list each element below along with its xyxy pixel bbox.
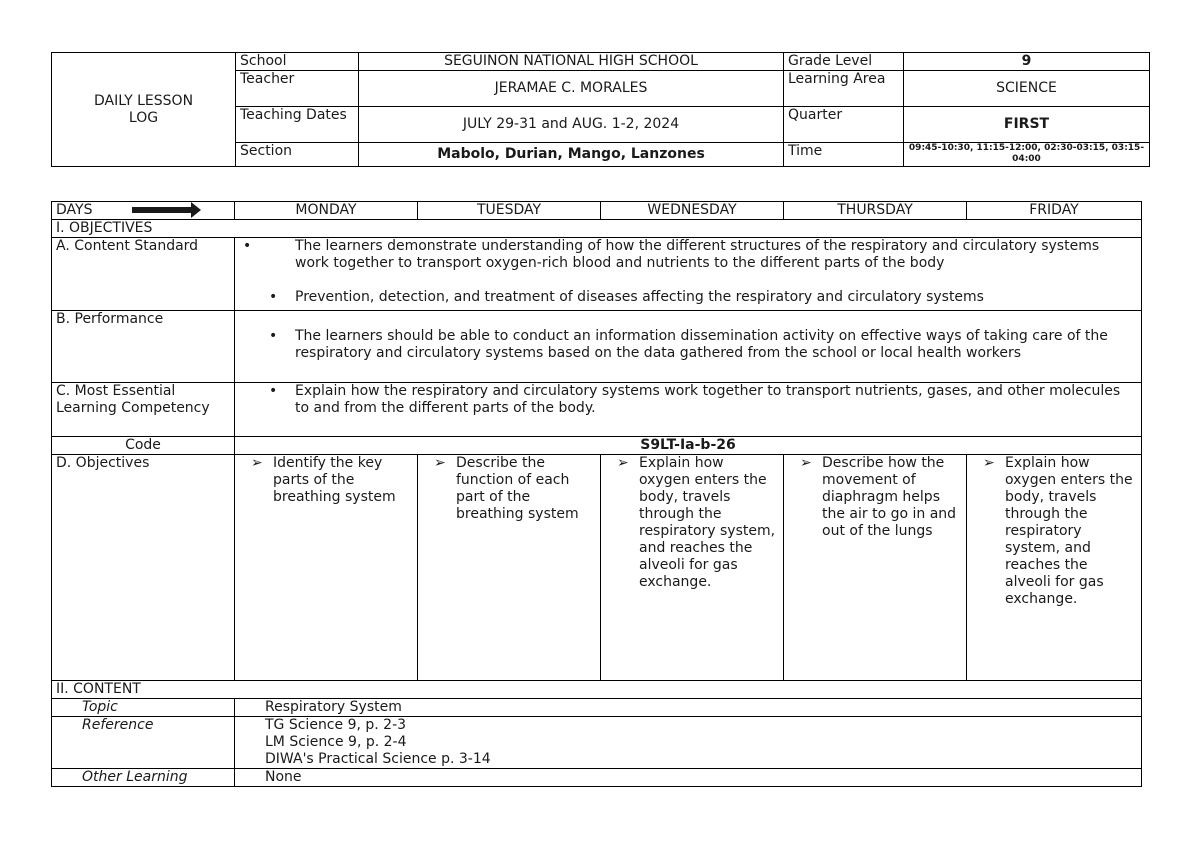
content-standard-cell: [235, 238, 1142, 311]
objective-text: Explain how oxygen enters the body, travels through the respiratory system, and reaches the alveoli for gas exchange.: [1005, 455, 1133, 607]
objective-text: Explain how oxygen enters the body, travels through the respiratory system, and reaches the alveoli for gas exchange.: [639, 455, 776, 590]
reference-item: DIWA's Practical Science p. 3-14: [265, 751, 491, 767]
grade-value: 9: [904, 53, 1150, 71]
content-standard-item: • The learners demonstrate understanding of how the different structures of the respiratory and circulatory systems work together to transport oxygen-rich blood and nutrients to the different parts of the body: [269, 238, 1137, 272]
log-title: DAILY LESSON LOG: [52, 53, 236, 167]
topic-value: Respiratory System: [235, 699, 1142, 717]
code-label: Code: [52, 437, 235, 455]
days-label: DAYS: [56, 202, 93, 218]
time-value: 09:45-10:30, 11:15-12:00, 02:30-03:15, 03:15-04:00: [904, 143, 1150, 167]
arrowhead-bullet-icon: ➢: [800, 455, 812, 471]
topic-label: Topic: [52, 699, 235, 717]
objective-wednesday: [601, 455, 784, 681]
grade-label: Grade Level: [784, 53, 904, 71]
time-label: Time: [784, 143, 904, 167]
arrow-right-icon: [132, 207, 192, 213]
day-wednesday: WEDNESDAY: [601, 202, 784, 220]
teacher-value: JERAMAE C. MORALES: [359, 71, 784, 107]
lesson-table: [51, 201, 1142, 787]
content-standard-label: A. Content Standard: [52, 238, 235, 311]
melc-label: C. Most Essential Learning Competency: [52, 383, 235, 437]
melc-item: • Explain how the respiratory and circulatory systems work together to transport nutrients, gases, and other molecules to and from the different parts of the body.: [295, 383, 1137, 417]
quarter-value: FIRST: [904, 107, 1150, 143]
header-table: [51, 52, 1150, 167]
objective-friday: [967, 455, 1142, 681]
daily-objectives-label: D. Objectives: [52, 455, 235, 681]
reference-cell: [235, 717, 1142, 769]
day-thursday: THURSDAY: [784, 202, 967, 220]
days-label-cell: [52, 202, 235, 220]
section-label: Section: [236, 143, 359, 167]
other-learning-value: None: [235, 769, 1142, 787]
dates-label: Teaching Dates: [236, 107, 359, 143]
performance-label: B. Performance: [52, 311, 235, 383]
content-standard-item: • Prevention, detection, and treatment of diseases affecting the respiratory and circulatory systems: [295, 289, 1137, 306]
code-value: S9LT-Ia-b-26: [235, 437, 1142, 455]
arrowhead-bullet-icon: ➢: [617, 455, 629, 471]
objectives-heading: I. OBJECTIVES: [52, 220, 1142, 238]
reference-item: TG Science 9, p. 2-3: [265, 717, 407, 733]
reference-label: Reference: [52, 717, 235, 769]
performance-item: • The learners should be able to conduct an information dissemination activity on effective ways of taking care of the respiratory and circulatory systems based on the data gathered from the school or local health workers: [295, 328, 1137, 362]
section-value: Mabolo, Durian, Mango, Lanzones: [359, 143, 784, 167]
arrowhead-bullet-icon: ➢: [983, 455, 995, 471]
quarter-label: Quarter: [784, 107, 904, 143]
objective-text: Identify the key parts of the breathing system: [273, 455, 396, 505]
objective-text: Describe how the movement of diaphragm helps the air to go in and out of the lungs: [822, 455, 957, 539]
area-label: Learning Area: [784, 71, 904, 107]
area-value: SCIENCE: [904, 71, 1150, 107]
content-heading: II. CONTENT: [52, 681, 1142, 699]
performance-cell: [235, 311, 1142, 383]
objective-thursday: [784, 455, 967, 681]
other-learning-label: Other Learning: [52, 769, 235, 787]
school-label: School: [236, 53, 359, 71]
day-monday: MONDAY: [235, 202, 418, 220]
melc-cell: [235, 383, 1142, 437]
dates-value: JULY 29-31 and AUG. 1-2, 2024: [359, 107, 784, 143]
objective-tuesday: [418, 455, 601, 681]
arrowhead-bullet-icon: ➢: [251, 455, 263, 471]
objective-monday: [235, 455, 418, 681]
day-friday: FRIDAY: [967, 202, 1142, 220]
arrowhead-bullet-icon: ➢: [434, 455, 446, 471]
day-tuesday: TUESDAY: [418, 202, 601, 220]
teacher-label: Teacher: [236, 71, 359, 107]
objective-text: Describe the function of each part of the breathing system: [456, 455, 579, 522]
school-value: SEGUINON NATIONAL HIGH SCHOOL: [359, 53, 784, 71]
reference-item: LM Science 9, p. 2-4: [265, 734, 407, 750]
